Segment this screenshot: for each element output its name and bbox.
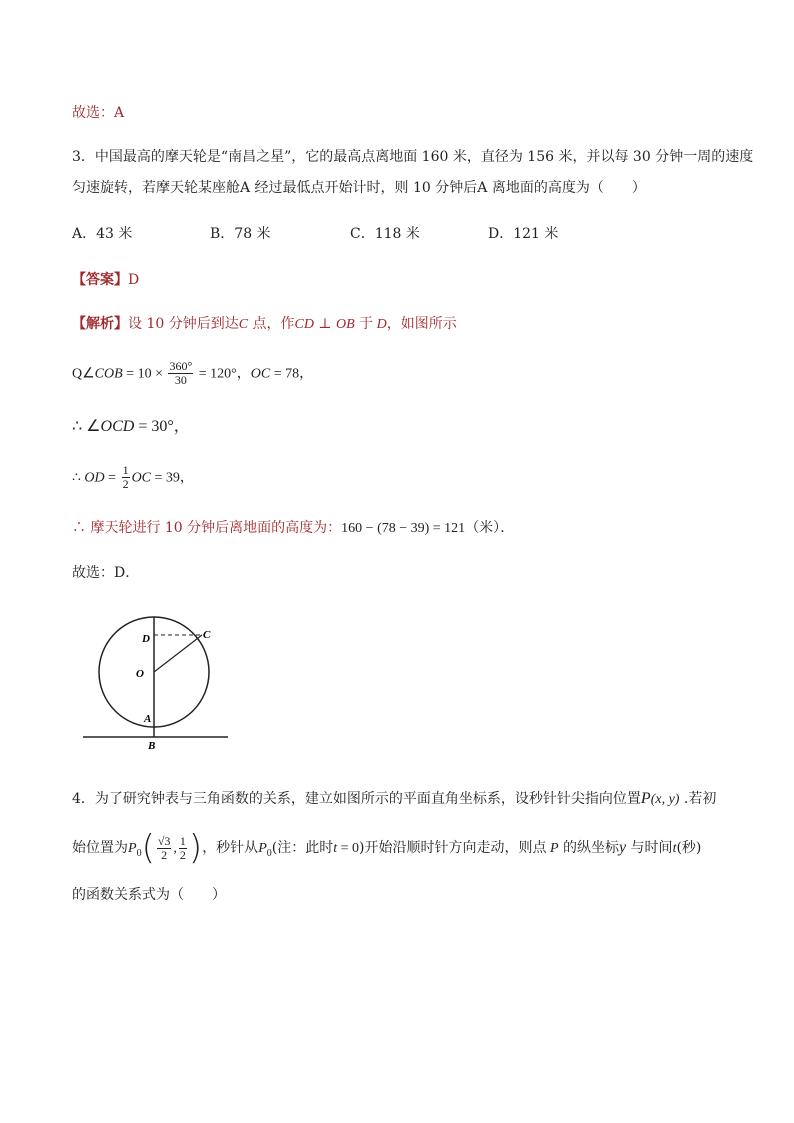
q3-final-answer <box>72 563 139 583</box>
step4-unit: （米） <box>465 520 501 536</box>
q4-note: (注：此时 <box>271 840 334 856</box>
step1-oc-value: = 78 <box>270 366 300 382</box>
analysis-tag: 【解析】 <box>72 316 128 332</box>
q4-comma: , <box>173 841 177 856</box>
step3-numerator: 1 <box>122 463 129 477</box>
oc-radius-line <box>154 635 202 672</box>
q4-t2: t <box>672 841 677 856</box>
step1-numerator: 360° <box>169 359 193 373</box>
q3-options <box>72 224 632 244</box>
step4-expression: 160 − (78 − 39) = 121 <box>341 521 466 536</box>
step1-prefix: Q∠ <box>72 366 95 382</box>
analysis-perp: ⊥ <box>313 316 337 332</box>
q3-option-c[interactable]: C．118 米 <box>350 226 420 242</box>
final-answer-label: 故选： <box>72 565 114 581</box>
step1-sep: ， <box>236 365 251 382</box>
analysis-point-c: C <box>238 317 249 332</box>
q4-t: t <box>333 841 338 856</box>
step3-fraction <box>122 464 130 491</box>
q4-line3-text: 的函数关系式为（ ） <box>72 887 226 903</box>
previous-answer-label: 故选： <box>72 105 114 121</box>
q3-step1 <box>72 360 313 387</box>
q4-paren-right: ) <box>188 828 203 868</box>
q4-y-text: 的纵坐标 <box>558 840 619 856</box>
step1-end: ， <box>299 365 314 382</box>
label-o: O <box>136 668 144 680</box>
analysis-end: ，如图所示 <box>386 316 457 332</box>
q4-number: 4． <box>72 791 95 807</box>
q3-number: 3． <box>72 149 95 165</box>
previous-answer <box>72 103 124 123</box>
analysis-cd: CD <box>294 317 314 332</box>
step3-od: OD <box>84 470 105 486</box>
q3-option-a[interactable]: A．43 米 <box>72 226 133 242</box>
analysis-text: 设 10 分钟后到达 <box>128 316 239 332</box>
step3-prefix: ∴ <box>72 470 85 486</box>
answer-value: D <box>128 272 140 288</box>
answer-tag: 【答案】 <box>72 272 128 288</box>
q3-answer <box>72 270 139 290</box>
q4-fraction-sqrt3-2 <box>157 835 172 862</box>
q3-text-part2: 匀速旋转，若摩天轮某座舱A 经过最低点开始计时，则 10 分钟后A 离地面的高度为（ ） <box>72 180 646 196</box>
q4-point-p2: P <box>546 841 559 856</box>
q4-point-xy: (x, y) <box>650 792 680 807</box>
step1-cob: COB <box>94 366 123 382</box>
q3-step2 <box>72 416 190 437</box>
step1-result: = 120° <box>195 366 237 382</box>
analysis-ob: OB <box>336 317 355 332</box>
q4-t-text: 与时间 <box>626 840 673 856</box>
q4-line2-mid: ，秒针从 <box>202 840 259 856</box>
step4-end: ． <box>500 520 515 536</box>
q3-text-part1: 中国最高的摩天轮是“南昌之星”，它的最高点离地面 160 米，直径为 156 米，并以每 30 分钟一周的速度 <box>94 149 754 165</box>
q3-step3 <box>72 464 194 491</box>
step2-value: = 30° <box>134 418 174 435</box>
q4-line2-pre: 始位置为 <box>72 840 128 856</box>
ferris-wheel-diagram <box>80 615 240 755</box>
analysis-d: D <box>373 317 387 332</box>
q4-p0: P <box>128 841 137 856</box>
q4-note-end: )开始沿顺时针方向走动，则点 <box>359 840 547 856</box>
q3-text-line2 <box>72 178 646 198</box>
final-answer-value: D． <box>114 565 140 581</box>
q4-point-p: P <box>640 790 651 807</box>
q4-p0b-subscript: 0 <box>266 847 272 859</box>
q4-frac2-denominator: 2 <box>179 847 186 862</box>
step3-oc: OC <box>131 470 152 486</box>
q3-option-d[interactable]: D．121 米 <box>488 226 559 242</box>
q3-text-line1 <box>72 147 753 167</box>
q4-frac2-numerator: 1 <box>179 833 186 848</box>
step1-denominator: 30 <box>174 373 187 387</box>
q4-text-line3 <box>72 885 226 905</box>
q4-p0b: P <box>258 841 267 856</box>
step3-value: = 39 <box>151 470 180 486</box>
q4-text-line1 <box>72 789 716 810</box>
q3-analysis <box>72 314 457 335</box>
analysis-yu: 于 <box>354 316 374 332</box>
step3-end: ， <box>179 469 194 486</box>
step2-ocd: OCD <box>100 418 135 435</box>
q4-paren-left: ( <box>141 828 155 868</box>
q4-p0-subscript: 0 <box>136 847 142 859</box>
previous-answer-value: A <box>114 105 125 121</box>
q4-frac1-numerator: √3 <box>157 833 171 848</box>
step4-text: ∴ 摩天轮进行 10 分钟后离地面的高度为： <box>72 520 342 536</box>
label-c: C <box>203 629 211 641</box>
q4-y: y <box>619 839 627 856</box>
q3-option-b[interactable]: B．78 米 <box>210 226 271 242</box>
step2-prefix: ∴ ∠ <box>72 418 101 435</box>
q4-frac1-denominator: 2 <box>161 847 168 862</box>
step1-fraction <box>168 360 193 387</box>
q4-line1-end: .若初 <box>679 791 717 807</box>
q3-step4 <box>72 518 514 539</box>
q4-t-eq: = 0 <box>337 841 360 856</box>
step1-oc: OC <box>250 366 271 382</box>
q4-seconds: (秒) <box>676 840 702 856</box>
step3-eq: = <box>104 470 120 486</box>
step3-denominator: 2 <box>122 477 129 491</box>
analysis-mid: 点，作 <box>248 316 295 332</box>
label-b: B <box>148 740 156 752</box>
label-a: A <box>144 713 152 725</box>
q4-fraction-1-2 <box>179 835 187 862</box>
step1-eq: = 10 × <box>122 366 167 382</box>
q4-line1-text: 为了研究钟表与三角函数的关系，建立如图所示的平面直角坐标系，设秒针针尖指向位置 <box>94 791 641 807</box>
step2-end: ， <box>173 416 190 435</box>
label-d: D <box>142 633 150 645</box>
q4-text-line2 <box>72 828 701 874</box>
